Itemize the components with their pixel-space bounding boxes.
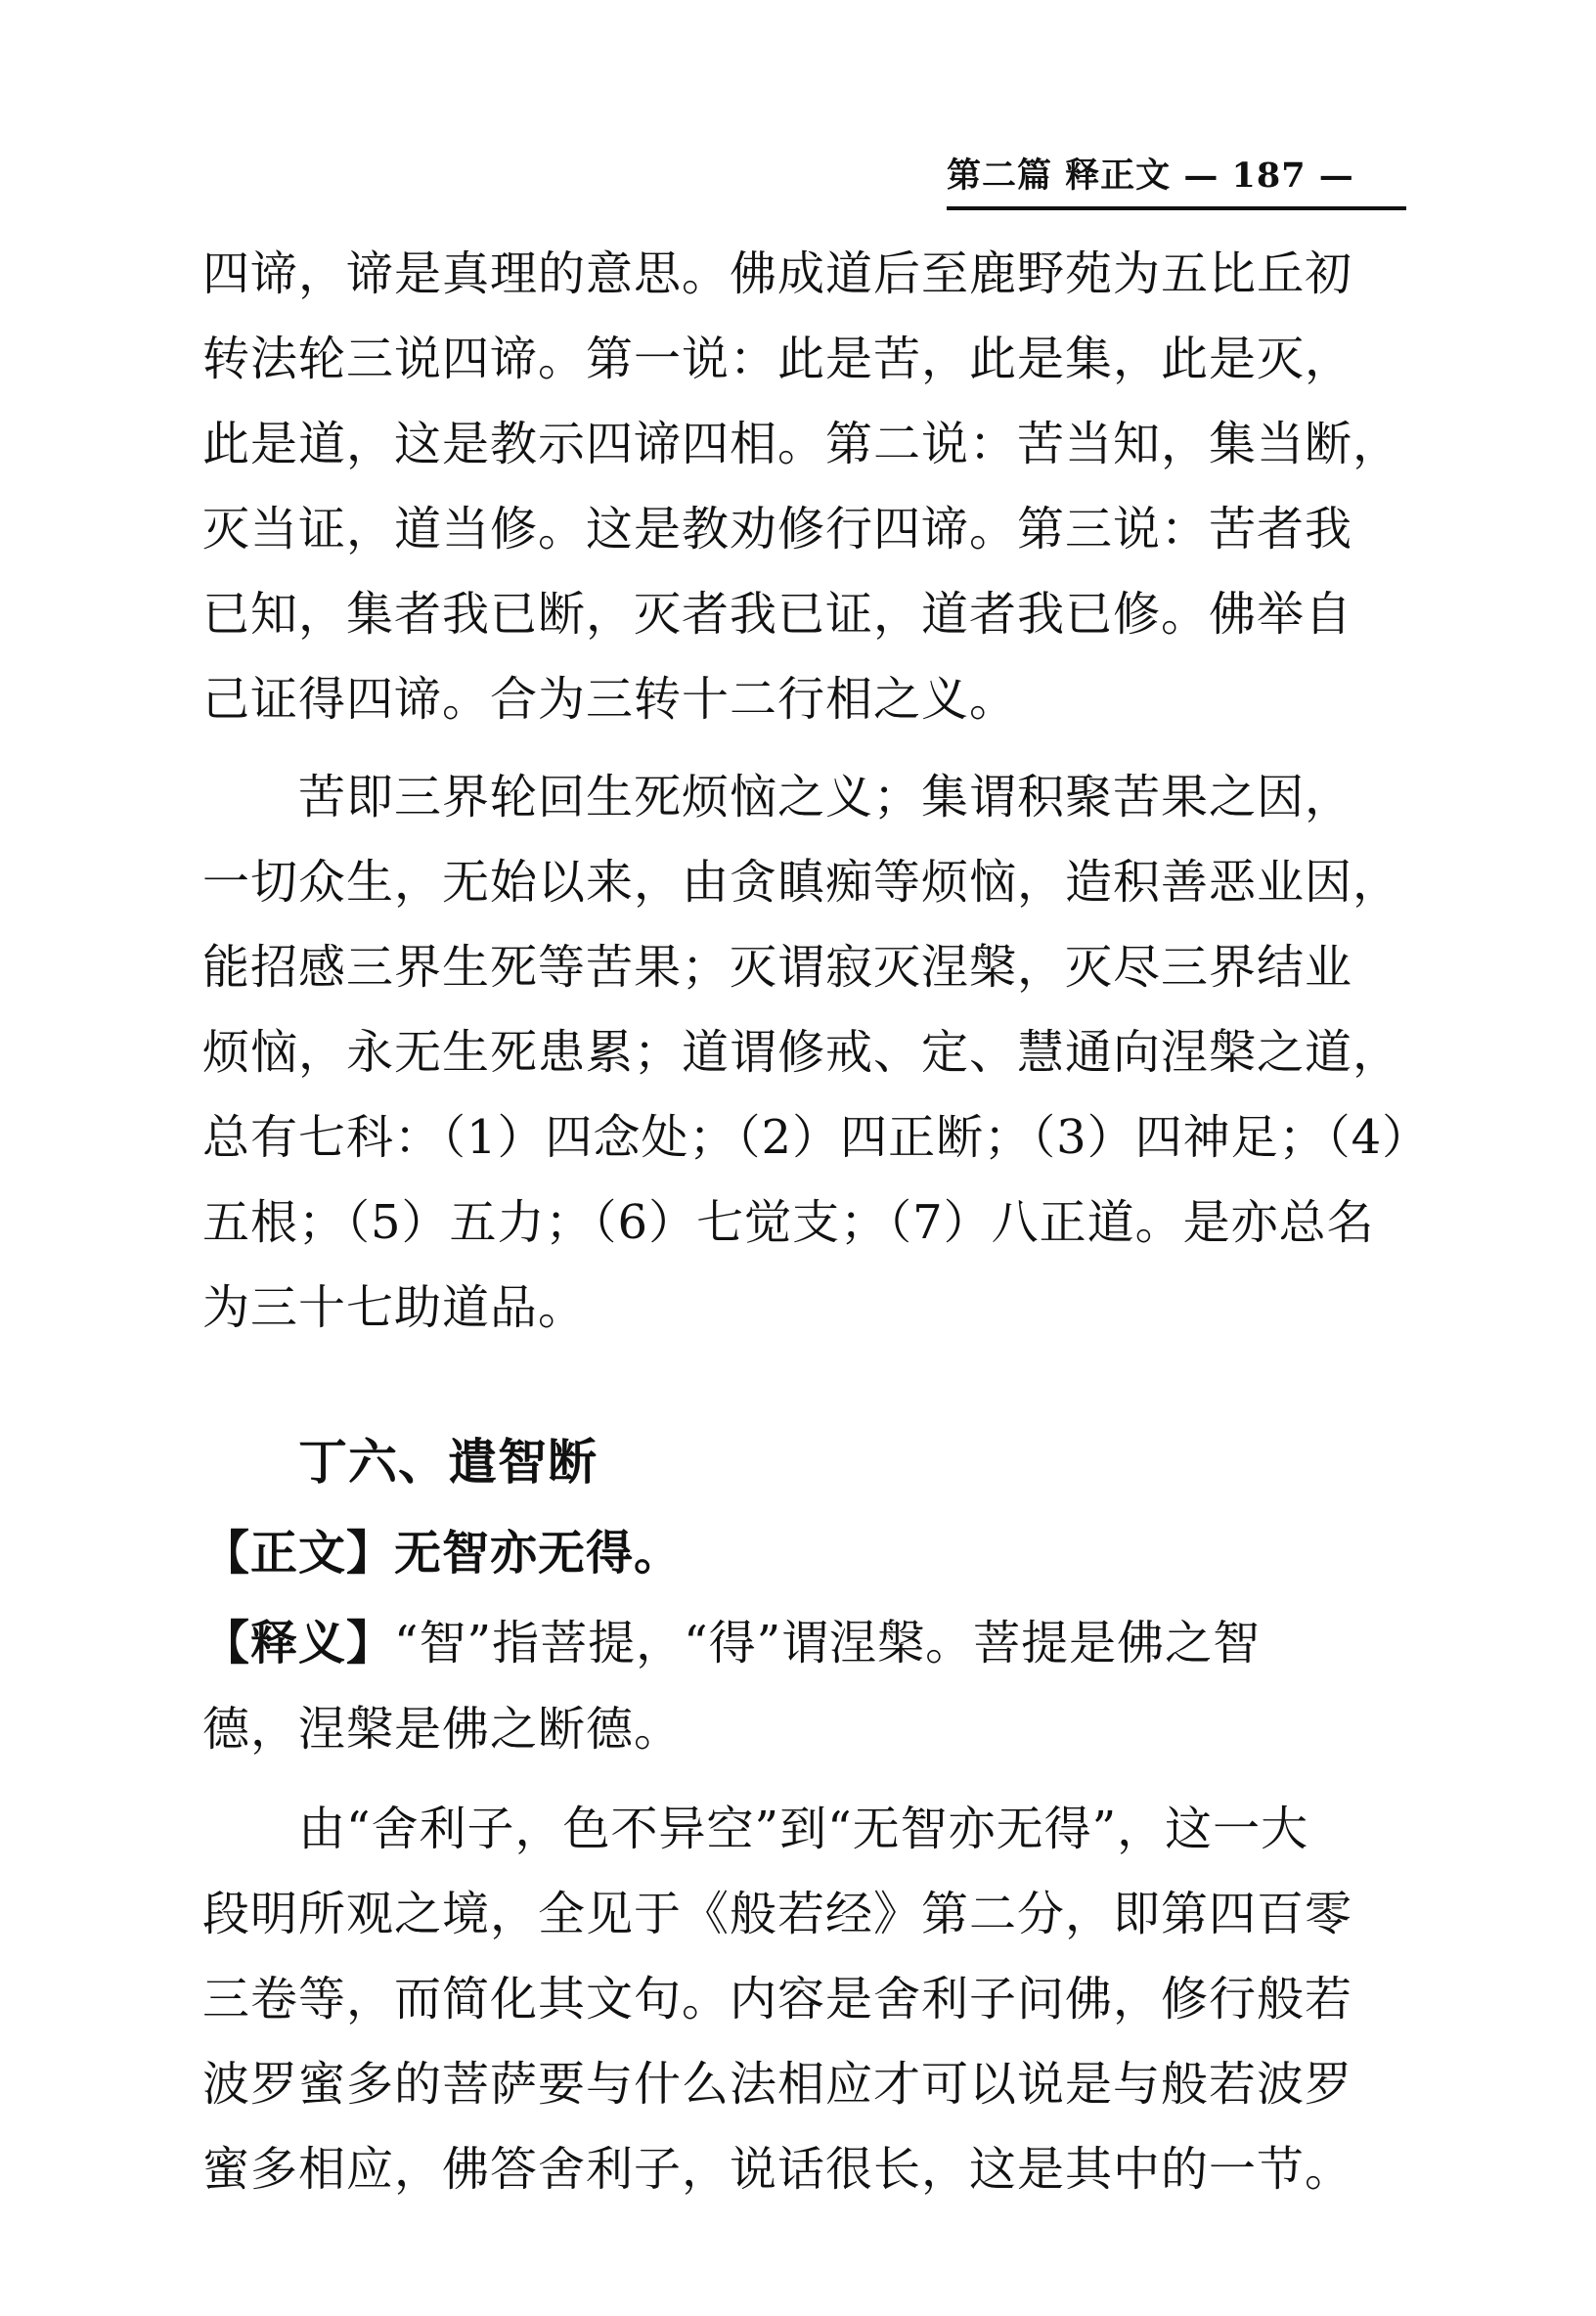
shiyi-line-2: 德，涅槃是佛之断德。 [202, 1702, 683, 1757]
paragraph-3-line-4: 波罗蜜多的菩萨要与什么法相应才可以说是与般若波罗 [202, 2057, 1353, 2112]
shiyi-text-1: “智”指菩提，“得”谓涅槃。菩提是佛之智 [394, 1616, 1262, 1670]
paragraph-1-line-2: 转法轮三说四谛。第一说：此是苦，此是集，此是灭， [202, 332, 1353, 386]
zhengwen-text: 无智亦无得。 [394, 1526, 683, 1581]
paragraph-1-line-3: 此是道，这是教示四谛四相。第二说：苦当知，集当断， [202, 417, 1401, 471]
paragraph-1-line-6: 己证得四谛。合为三转十二行相之义。 [202, 672, 1018, 727]
paragraph-2-line-2: 一切众生，无始以来，由贪瞋痴等烦恼，造积善恶业因， [202, 855, 1401, 910]
paragraph-1-line-5: 已知，集者我已断，灭者我已证，道者我已修。佛举自 [202, 587, 1353, 642]
paragraph-3-line-1: 由“舍利子，色不异空”到“无智亦无得”，这一大 [298, 1802, 1309, 1856]
shiyi-line-1 [202, 1604, 1261, 1682]
zhengwen-label: 【正文】 [202, 1526, 395, 1581]
paragraph-3-line-5: 蜜多相应，佛答舍利子，说话很长，这是其中的一节。 [202, 2142, 1353, 2197]
running-head: 第二篇 释正文 — 187 — [947, 156, 1354, 196]
paragraph-2-line-1: 苦即三界轮回生死烦恼之义；集谓积聚苦果之因， [298, 770, 1353, 824]
paragraph-2-line-3: 能招感三界生死等苦果；灭谓寂灭涅槃，灭尽三界结业 [202, 940, 1353, 995]
paragraph-3-line-3: 三卷等，而简化其文句。内容是舍利子问佛，修行般若 [202, 1972, 1353, 2026]
paragraph-2-line-7: 为三十七助道品。 [202, 1280, 587, 1335]
paragraph-3-line-2: 段明所观之境，全见于《般若经》第二分，即第四百零 [202, 1887, 1353, 1941]
paragraph-2-line-4: 烦恼，永无生死患累；道谓修戒、定、慧通向涅槃之道， [202, 1025, 1401, 1080]
shiyi-label: 【释义】 [202, 1616, 395, 1670]
paragraph-2-line-6: 五根；（5）五力；（6）七觉支；（7）八正道。是亦总名 [202, 1195, 1375, 1250]
section-heading: 丁六、遣智断 [298, 1433, 598, 1491]
paragraph-2-line-5: 总有七科：（1）四念处；（2）四正断；（3）四神足；（4） [202, 1110, 1431, 1165]
paragraph-1-line-1: 四谛，谛是真理的意思。佛成道后至鹿野苑为五比丘初 [202, 246, 1353, 301]
header-rule [947, 206, 1406, 210]
paragraph-1-line-4: 灭当证，道当修。这是教劝修行四谛。第三说：苦者我 [202, 502, 1353, 557]
zhengwen-line [202, 1514, 682, 1592]
